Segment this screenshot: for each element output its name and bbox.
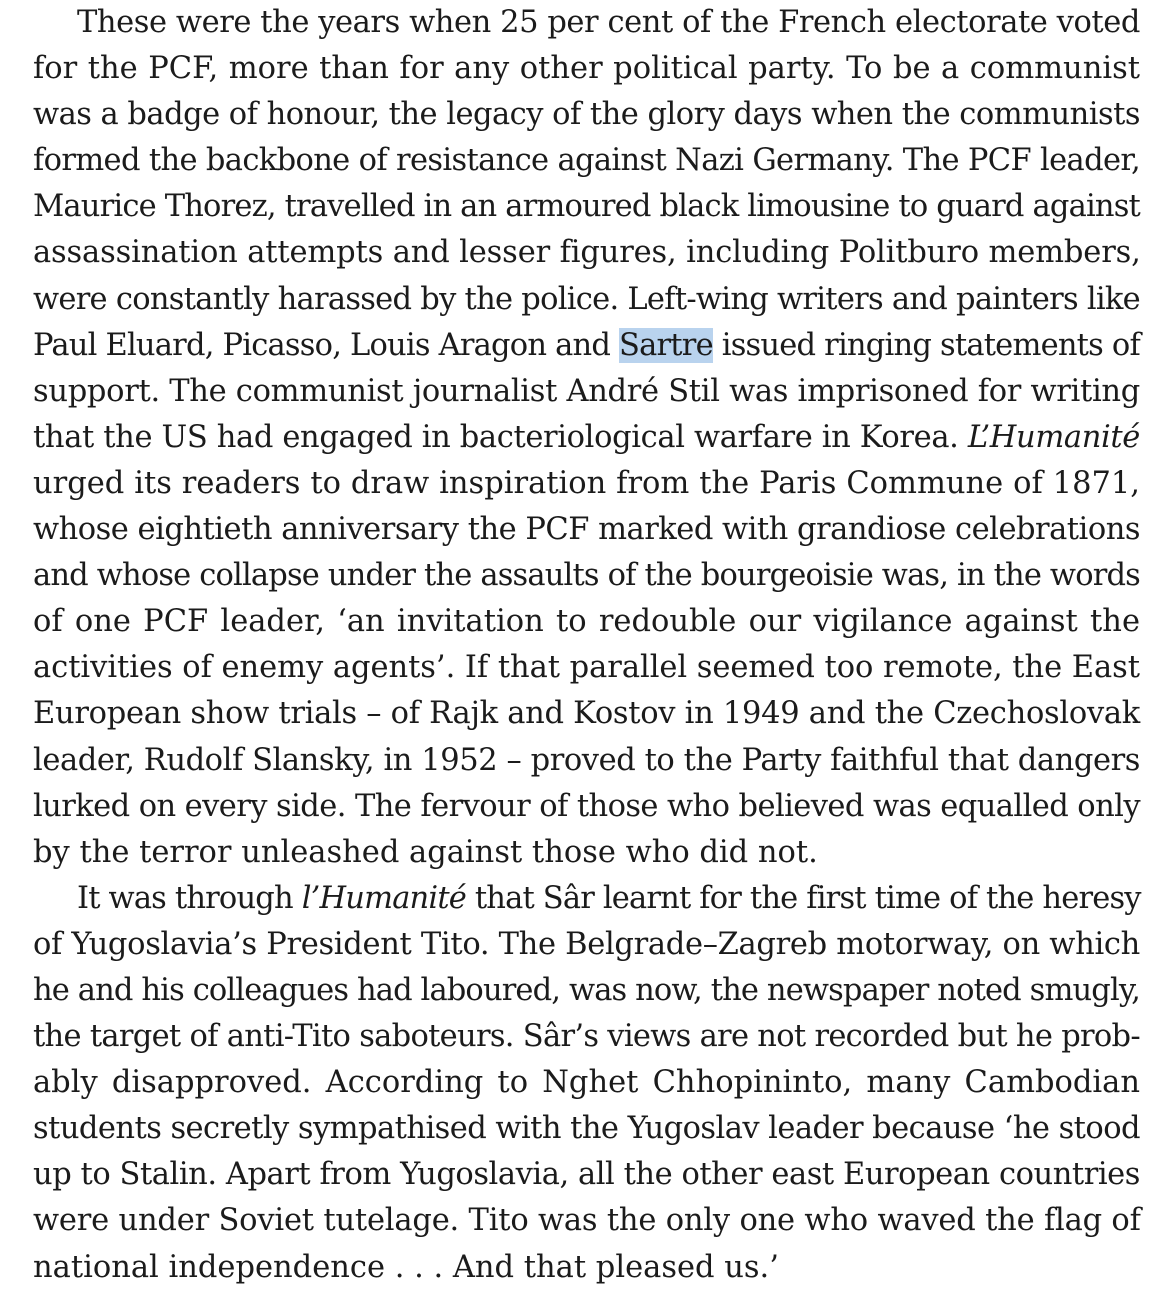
- text-segment: Paul Eluard, Picasso, Louis Aragon and: [33, 327, 620, 363]
- text-line: national independence . . . And that pleased us.’: [33, 1249, 779, 1285]
- text-line: [33, 876, 1140, 922]
- text-segment: that Sâr learnt for the first time of the heresy: [465, 880, 1141, 916]
- text-line: urged its readers to draw inspiration from the Paris Commune of 1871,: [33, 465, 1140, 501]
- text-line: for the PCF, more than for any other political party. To be a communist: [33, 51, 1140, 87]
- text-segment: It was through: [77, 880, 302, 916]
- text-line: by the terror unleashed against those who did not.: [33, 834, 818, 870]
- text-line: support. The communist journalist André Stil was imprisoned for writing: [33, 373, 1140, 409]
- highlighted-word[interactable]: Sartre: [619, 327, 713, 363]
- text-line: up to Stalin. Apart from Yugoslavia, all the other east European countries: [33, 1157, 1140, 1193]
- text-segment: that the US had engaged in bacteriological warfare in Korea.: [33, 419, 968, 455]
- text-line: and whose collapse under the assaults of the bourgeoisie was, in the words: [33, 558, 1140, 594]
- text-line: he and his colleagues had laboured, was now, the newspaper noted smugly,: [33, 972, 1140, 1008]
- text-line-with-highlight: [33, 323, 1140, 369]
- paragraph-2: [33, 876, 1140, 1291]
- text-line: These were the years when 25 per cent of the French electorate voted: [77, 5, 1140, 40]
- text-line: ably disapproved. According to Nghet Chhopininto, many Cambodian: [33, 1065, 1140, 1101]
- text-line: activities of enemy agents’. If that parallel seemed too remote, the East: [33, 650, 1140, 686]
- text-line: Maurice Thorez, travelled in an armoured black limousine to guard against: [33, 189, 1140, 225]
- document-page: [33, 0, 1140, 1291]
- text-line: were under Soviet tutelage. Tito was the only one who waved the flag of: [33, 1203, 1141, 1239]
- text-line: the target of anti-Tito saboteurs. Sâr’s views are not recorded but he prob-: [33, 1019, 1140, 1055]
- text-line: lurked on every side. The fervour of those who believed was equalled only: [33, 788, 1140, 824]
- text-line: whose eightieth anniversary the PCF marked with grandiose celebrations: [33, 512, 1140, 548]
- paragraph-1: [33, 0, 1140, 876]
- text-line: leader, Rudolf Slansky, in 1952 – proved to the Party faithful that dangers: [33, 742, 1141, 778]
- text-line: of Yugoslavia’s President Tito. The Belgrade–Zagreb motorway, on which: [33, 926, 1140, 962]
- italic-title: l’Humanité: [301, 880, 466, 916]
- text-segment: issued ringing statements of: [712, 327, 1140, 363]
- italic-title: L’Humanité: [967, 419, 1140, 455]
- text-line: of one PCF leader, ‘an invitation to redouble our vigilance against the: [33, 604, 1140, 640]
- text-line: was a badge of honour, the legacy of the glory days when the communists: [33, 97, 1140, 133]
- text-line: students secretly sympathised with the Yugoslav leader because ‘he stood: [33, 1111, 1140, 1147]
- text-line: European show trials – of Rajk and Kostov in 1949 and the Czechoslovak: [33, 696, 1140, 732]
- text-line: assassination attempts and lesser figures, including Politburo members,: [33, 235, 1141, 271]
- text-line: were constantly harassed by the police. Left-wing writers and painters like: [33, 281, 1140, 317]
- text-line: formed the backbone of resistance against Nazi Germany. The PCF leader,: [33, 143, 1140, 179]
- text-line: [33, 415, 1140, 461]
